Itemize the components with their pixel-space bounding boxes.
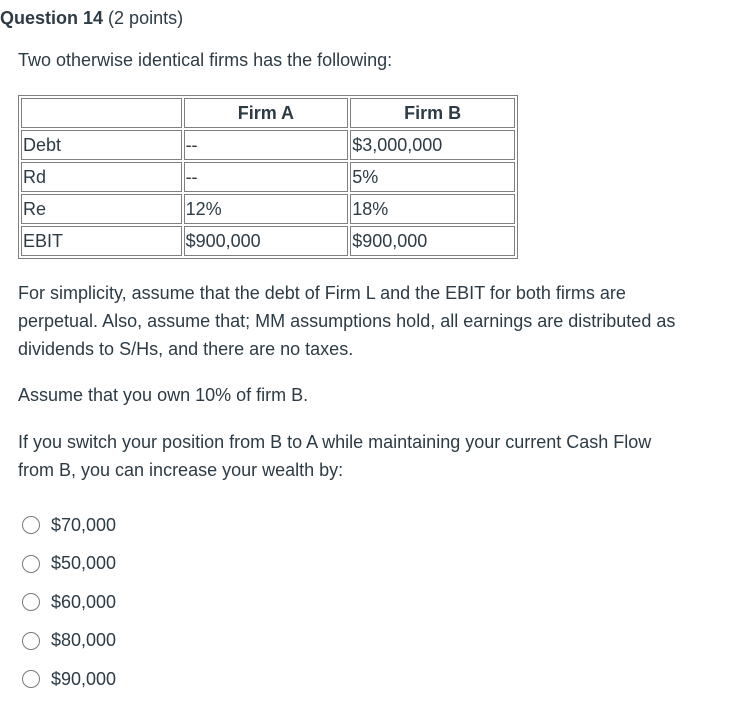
radio-button[interactable] — [22, 593, 40, 611]
table-cell: 12% — [184, 194, 349, 224]
table-cell: $900,000 — [184, 226, 349, 256]
paragraph1-line3: dividends to S/Hs, and there are no taxes. — [18, 339, 354, 359]
table-row-ebit — [21, 226, 515, 256]
answer-option-label[interactable]: $50,000 — [51, 553, 117, 574]
question-title: Question 14 — [0, 8, 104, 28]
table-cell: Debt — [21, 130, 182, 160]
table-row-rd — [21, 162, 515, 192]
answer-option[interactable] — [22, 506, 116, 545]
answer-option-label[interactable]: $60,000 — [51, 591, 117, 612]
table-cell: -- — [184, 130, 349, 160]
table-cell: $3,000,000 — [350, 130, 515, 160]
answer-choices — [22, 506, 116, 699]
question-header — [0, 8, 183, 29]
answer-option-label[interactable]: $90,000 — [51, 668, 117, 689]
radio-button[interactable] — [22, 555, 40, 573]
paragraph3-line1: If you switch your position from B to A while maintaining your current Cash Flow — [18, 432, 652, 452]
answer-option-label[interactable]: $70,000 — [51, 514, 117, 535]
paragraph1-line1: For simplicity, assume that the debt of Firm L and the EBIT for both firms are — [18, 283, 626, 303]
radio-button[interactable] — [22, 670, 40, 688]
paragraph2: Assume that you own 10% of firm B. — [18, 385, 309, 405]
question-points: (2 points) — [108, 8, 184, 28]
table-header-firm-b: Firm B — [350, 98, 515, 128]
table-cell: Re — [21, 194, 182, 224]
paragraph3-line2: from B, you can increase your wealth by: — [18, 460, 344, 480]
firm-comparison-table — [18, 95, 518, 259]
intro-text: Two otherwise identical firms has the following: — [18, 50, 393, 70]
table-header-row — [21, 98, 515, 128]
table-cell: $900,000 — [350, 226, 515, 256]
answer-option[interactable] — [22, 545, 116, 584]
table-cell: EBIT — [21, 226, 182, 256]
table-header-empty — [21, 98, 182, 128]
table-cell: -- — [184, 162, 349, 192]
radio-button[interactable] — [22, 632, 40, 650]
paragraph1-line2: perpetual. Also, assume that; MM assumptions hold, all earnings are distributed as — [18, 311, 676, 331]
table-header-firm-a: Firm A — [184, 98, 349, 128]
answer-option[interactable] — [22, 583, 116, 622]
answer-option-label[interactable]: $80,000 — [51, 630, 117, 651]
answer-option[interactable] — [22, 622, 116, 661]
radio-button[interactable] — [22, 516, 40, 534]
answer-option[interactable] — [22, 660, 116, 699]
table-row-re — [21, 194, 515, 224]
table-cell: 5% — [350, 162, 515, 192]
table-cell: 18% — [350, 194, 515, 224]
table-row-debt — [21, 130, 515, 160]
table-cell: Rd — [21, 162, 182, 192]
